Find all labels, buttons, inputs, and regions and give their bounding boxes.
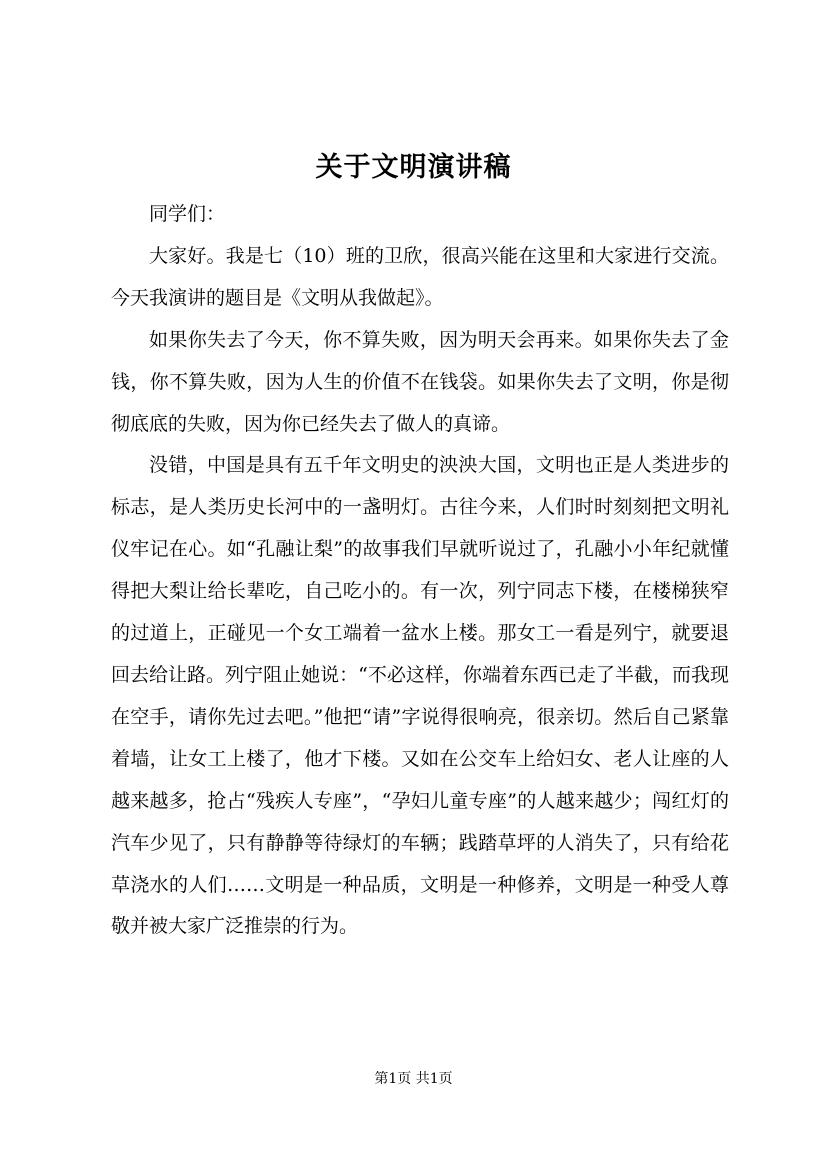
document-body <box>111 194 729 948</box>
document-title: 关于文明演讲稿 <box>315 152 512 183</box>
greeting-paragraph: 同学们： <box>149 203 226 225</box>
intro-paragraph: 大家好。我是七（10）班的卫欣，很高兴能在这里和大家进行交流。今天我演讲的题目是《文明从我做起》。 <box>111 244 729 309</box>
page-footer: 第1页 共1页 <box>374 1071 453 1087</box>
examples-paragraph: 没错，中国是具有五千年文明史的泱泱大国，文明也正是人类进步的标志，是人类历史长河中的一盏明灯。古往今来，人们时时刻刻把文明礼仪牢记在心。如“孔融让梨”的故事我们早就听说过了，孔融小小年纪就懂得把大梨让给长辈吃，自己吃小的。有一次，列宁同志下楼，在楼梯狭窄的过道上，正碰见一个女工端着一盆水上楼。那女工一看是列宁，就要退回去给让路。列宁阻止她说：“不必这样，你端着东西已走了半截，而我现在空手，请你先过去吧。”他把“请”字说得很响亮，很亲切。然后自己紧靠着墙，让女工上楼了，他才下楼。又如在公交车上给妇女、老人让座的人越来越多，抢占“残疾人专座”，“孕妇儿童专座”的人越来越少；闯红灯的汽车少见了，只有静静等待绿灯的车辆；践踏草坪的人消失了，只有给花草浇水的人们……文明是一种品质，文明是一种修养，文明是一种受人尊敬并被大家广泛推崇的行为。 <box>111 454 729 938</box>
lose-civility-paragraph: 如果你失去了今天，你不算失败，因为明天会再来。如果你失去了金钱，你不算失败，因为人生的价值不在钱袋。如果你失去了文明，你是彻彻底底的失败，因为你已经失去了做人的真谛。 <box>111 328 729 435</box>
